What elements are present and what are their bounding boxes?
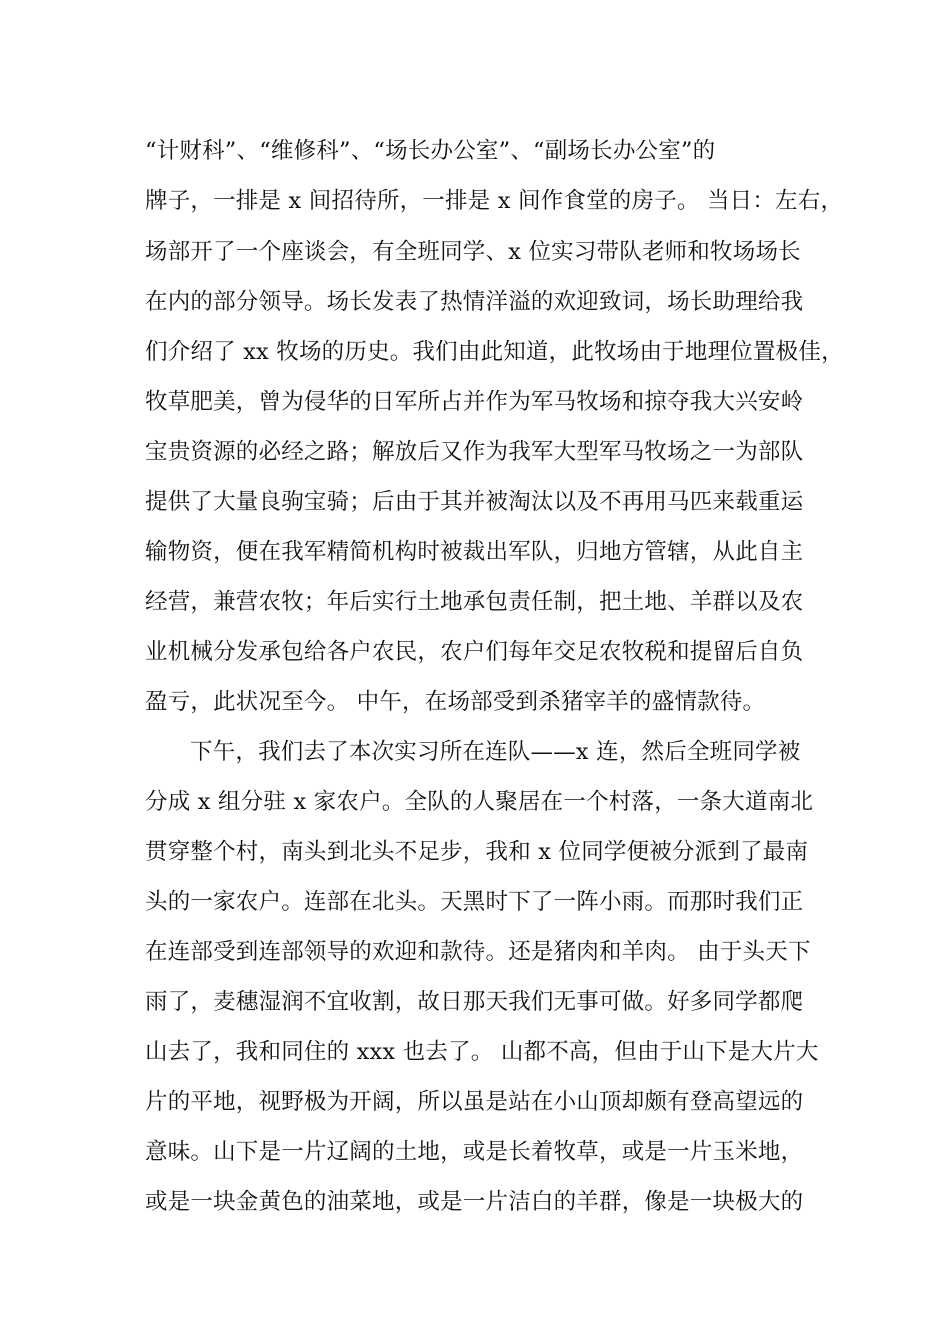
text-line: 盈亏，此状况至今。 中午，在场部受到杀猪宰羊的盛情款待。 <box>145 689 766 715</box>
text-line: 经营，兼营农牧；年后实行土地承包责任制，把土地、羊群以及农 <box>145 589 804 615</box>
text-line: 牧草肥美，曾为侵华的日军所占并作为军马牧场和掠夺我大兴安岭 <box>145 389 804 415</box>
text-line: 在内的部分领导。场长发表了热情洋溢的欢迎致词，场长助理给我 <box>145 289 804 315</box>
paragraph-first-line: 下午，我们去了本次实习所在连队——x 连，然后全班同学被 <box>190 739 801 765</box>
text-line: “计财科”、“维修科”、“场长办公室”、“副场长办公室”的 <box>145 138 716 164</box>
text-line: 贯穿整个村，南头到北头不足步，我和 x 位同学便被分派到了最南 <box>145 839 809 865</box>
text-line: 意味。山下是一片辽阔的土地，或是长着牧草，或是一片玉米地， <box>145 1139 804 1165</box>
text-line: 业机械分发承包给各户农民，农户们每年交足农牧税和提留后自负 <box>145 639 804 665</box>
text-line: 头的一家农户。连部在北头。天黑时下了一阵小雨。而那时我们正 <box>145 889 804 915</box>
text-line: 牌子，一排是 x 间招待所，一排是 x 间作食堂的房子。 当日：左右， <box>145 188 844 214</box>
text-line: 雨了，麦穗湿润不宜收割，故日那天我们无事可做。好多同学都爬 <box>145 989 804 1015</box>
text-line: 山去了，我和同住的 xxx 也去了。 山都不高，但由于山下是大片大 <box>145 1039 819 1065</box>
text-line: 提供了大量良驹宝骑；后由于其并被淘汰以及不再用马匹来载重运 <box>145 489 804 515</box>
text-line: 场部开了一个座谈会，有全班同学、x 位实习带队老师和牧场场长 <box>145 239 801 265</box>
text-line: 分成 x 组分驻 x 家农户。全队的人聚居在一个村落，一条大道南北 <box>145 789 814 815</box>
text-line: 输物资，便在我军精简机构时被裁出军队，归地方管辖，从此自主 <box>145 539 804 565</box>
text-line: 在连部受到连部领导的欢迎和款待。还是猪肉和羊肉。 由于头天下 <box>145 939 811 965</box>
text-line: 宝贵资源的必经之路；解放后又作为我军大型军马牧场之一为部队 <box>145 439 804 465</box>
text-line: 片的平地，视野极为开阔，所以虽是站在小山顶却颇有登高望远的 <box>145 1089 804 1115</box>
text-line: 或是一块金黄色的油菜地，或是一片洁白的羊群，像是一块极大的 <box>145 1189 804 1215</box>
text-line: 们介绍了 xx 牧场的历史。我们由此知道，此牧场由于地理位置极佳， <box>145 339 844 365</box>
